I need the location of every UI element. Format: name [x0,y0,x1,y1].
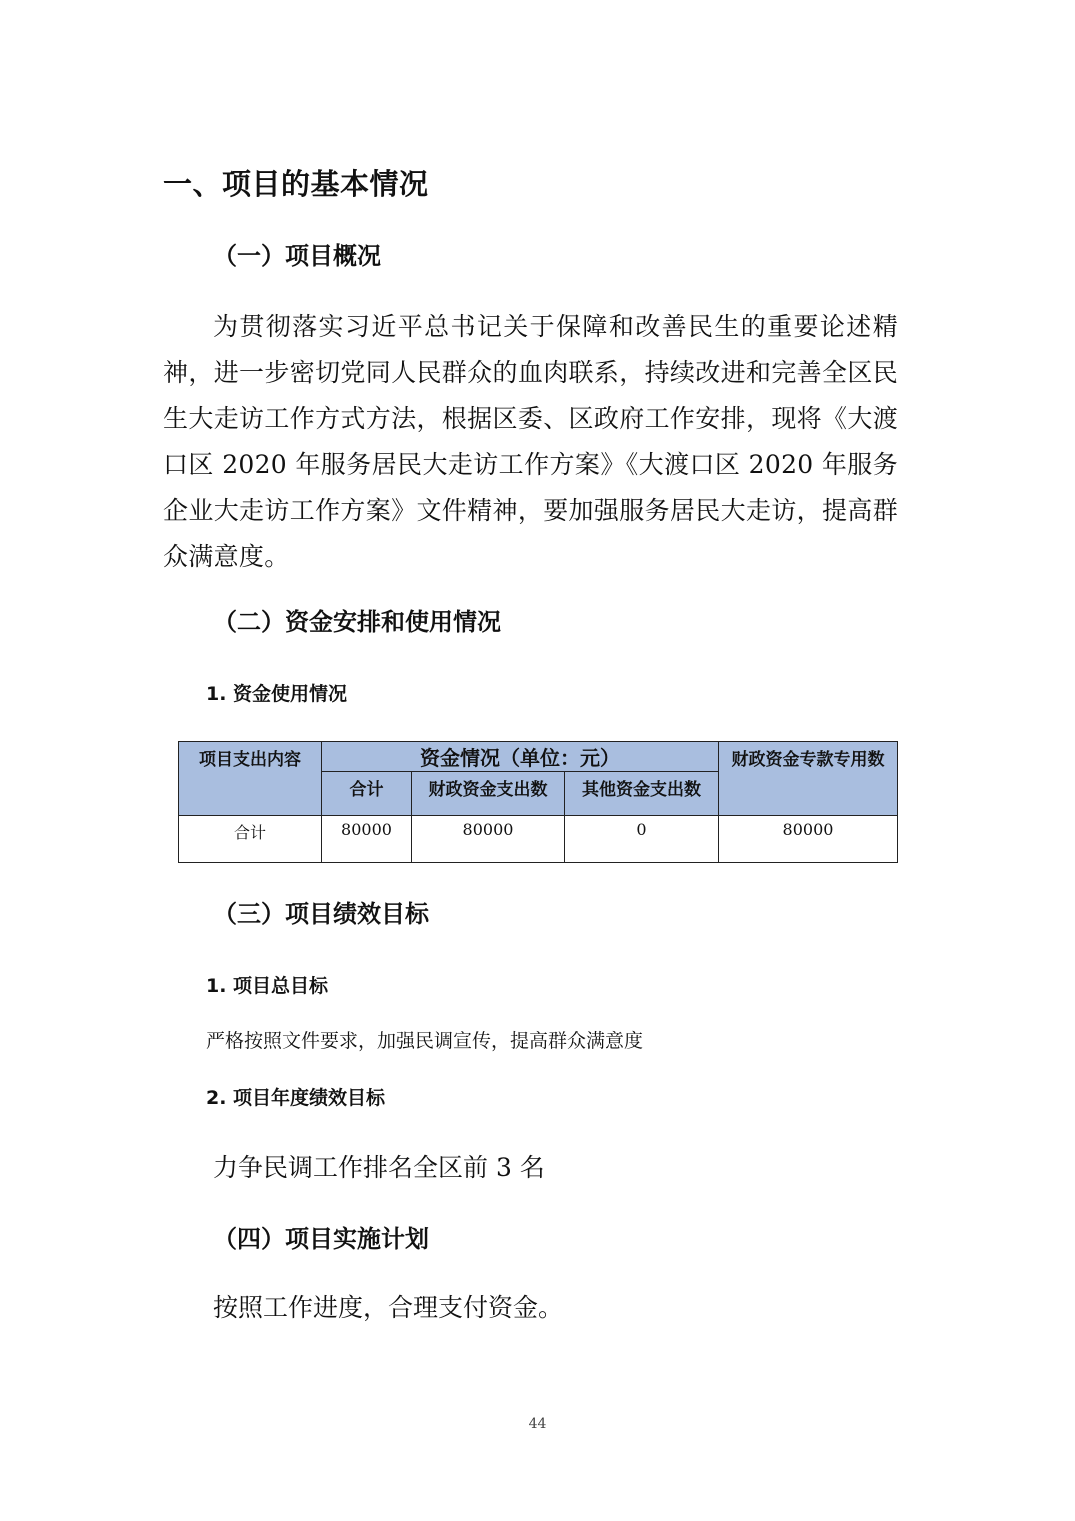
funding-table [178,741,898,863]
cell-fiscal: 80000 [412,816,565,863]
header-fiscal: 财政资金支出数 [412,772,565,816]
cell-special: 80000 [719,816,898,863]
header-item: 项目支出内容 [179,742,322,816]
cell-other: 0 [565,816,719,863]
overview-heading: （一）项目概况 [213,242,381,270]
funding-subheading: 1. 资金使用情况 [206,683,348,705]
section-title: 一、项目的基本情况 [163,167,429,201]
page-number: 44 [528,1416,547,1432]
cell-item: 合计 [179,816,322,863]
funding-heading: （二）资金安排和使用情况 [213,608,501,636]
table-row [179,816,898,863]
overview-paragraph: 为贯彻落实习近平总书记关于保障和改善民生的重要论述精神，进一步密切党同人民群众的血肉联系，持续改进和完善全区民生大走访工作方式方法，根据区委、区政府工作安排，现将《大渡口区 2020 年服务居民大走访工作方案》《大渡口区 2020 年服务企业大走访工作方案》文件精神，要加强服务居民大走访，提高群众满意度。 [163,312,898,571]
goals-heading: （三）项目绩效目标 [213,900,429,928]
overall-goal-heading: 1. 项目总目标 [206,975,329,997]
header-special: 财政资金专款专用数 [719,742,898,816]
overall-goal-text: 严格按照文件要求，加强民调宣传，提高群众满意度 [206,1030,644,1052]
annual-goal-text: 力争民调工作排名全区前 3 名 [213,1153,545,1182]
plan-text: 按照工作进度，合理支付资金。 [213,1293,564,1322]
plan-heading: （四）项目实施计划 [213,1225,429,1253]
annual-goal-heading: 2. 项目年度绩效目标 [206,1087,386,1109]
header-fund-group: 资金情况（单位：元） [322,742,719,772]
header-total: 合计 [322,772,412,816]
header-other: 其他资金支出数 [565,772,719,816]
cell-total: 80000 [322,816,412,863]
